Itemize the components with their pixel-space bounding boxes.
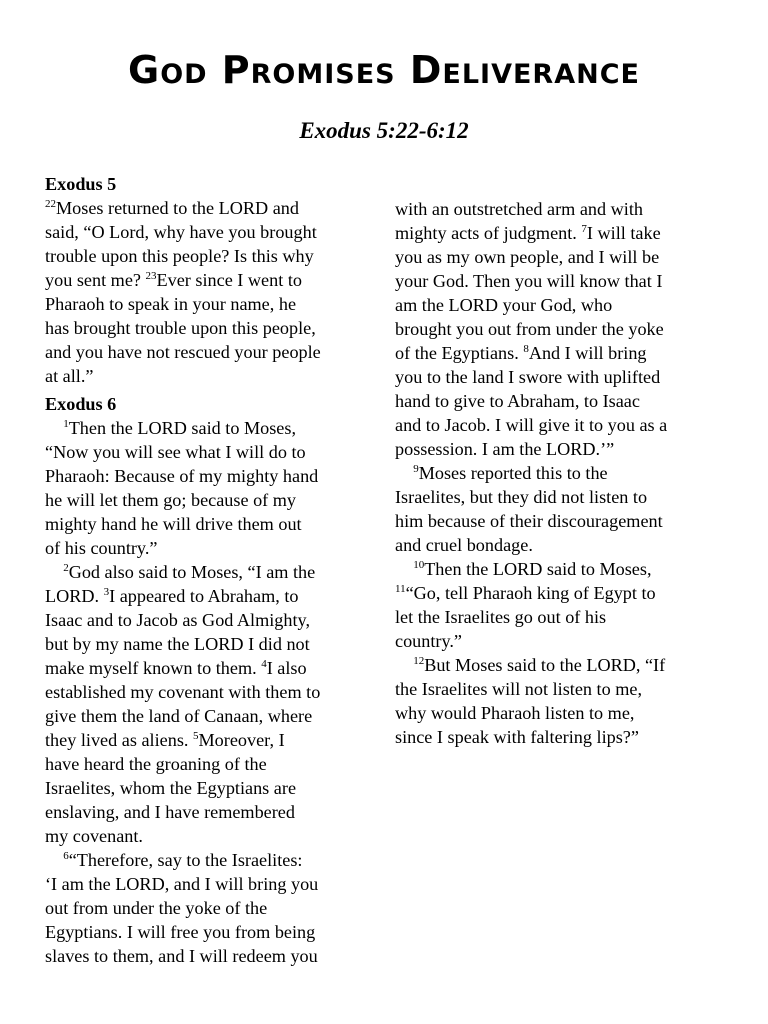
verse-number: 1	[63, 418, 69, 430]
scripture-reference: Exodus 5:22-6:12	[299, 118, 469, 143]
verse-number: 3	[103, 586, 110, 598]
verse-number: 4	[261, 658, 267, 670]
text-line: and to Jacob. I will give it to you as a	[395, 415, 668, 435]
text-line: they lived as aliens. $^5$Moreover, I	[45, 730, 285, 750]
verse-number: 8	[523, 343, 529, 355]
text-line: “Now you will see what I will do to	[45, 442, 306, 462]
verse-number: 11	[395, 583, 406, 595]
text-line: with an outstretched arm and with	[395, 199, 643, 219]
text-line: you to the land I swore with uplifted	[395, 367, 661, 387]
text-line: let the Israelites go out of his	[395, 607, 607, 627]
verse-number: 2	[63, 562, 69, 574]
text-line: has brought trouble upon this people,	[45, 318, 316, 338]
text-line: since I speak with faltering lips?”	[395, 727, 639, 747]
text-line: said, “O Lord, why have you brought	[45, 222, 317, 242]
verse-number: 23	[145, 270, 157, 282]
text-line: $^{10}$Then the LORD said to Moses,	[413, 559, 652, 579]
text-line: out from under the yoke of the	[45, 898, 268, 918]
text-line: Egyptians. I will free you from being	[45, 922, 316, 942]
text-line: at all.”	[45, 366, 94, 386]
text-line: Pharaoh: Because of my mighty hand	[45, 466, 319, 486]
text-line: Pharaoh to speak in your name, he	[45, 294, 297, 314]
verse-number: 22	[45, 198, 56, 210]
text-line: possession. I am the LORD.’”	[395, 439, 615, 459]
text-line: enslaving, and I have remembered	[45, 802, 295, 822]
text-line: $^9$Moses reported this to the	[413, 463, 608, 483]
text-line: you as my own people, and I will be	[395, 247, 660, 267]
text-line: but by my name the LORD I did not	[45, 634, 310, 654]
text-line: my covenant.	[45, 826, 143, 846]
verse-number: 10	[413, 559, 425, 571]
text-line: LORD. $^3$I appeared to Abraham, to	[45, 586, 299, 606]
text-line: and you have not rescued your people	[45, 342, 321, 362]
page-title: God Promises Deliverance	[128, 48, 640, 92]
text-line: why would Pharaoh listen to me,	[395, 703, 635, 723]
text-line: give them the land of Canaan, where	[45, 706, 313, 726]
text-line: of his country.”	[45, 538, 158, 558]
text-line: established my covenant with them to	[45, 682, 321, 702]
text-line: he will let them go; because of my	[45, 490, 297, 510]
text-line: $^2$God also said to Moses, “I am the	[63, 562, 316, 582]
text-line: your God. Then you will know that I	[395, 271, 663, 291]
text-line: $^{11}$“Go, tell Pharaoh king of Egypt to	[395, 583, 656, 603]
text-line: country.”	[395, 631, 462, 651]
text-line: the Israelites will not listen to me,	[395, 679, 642, 699]
text-line: trouble upon this people? Is this why	[45, 246, 314, 266]
text-line: $^{12}$But Moses said to the LORD, “If	[413, 655, 666, 675]
text-line: have heard the groaning of the	[45, 754, 267, 774]
text-line: $^6$“Therefore, say to the Israelites:	[63, 850, 303, 870]
text-line: Israelites, whom the Egyptians are	[45, 778, 297, 798]
text-line: mighty hand he will drive them out	[45, 514, 302, 534]
text-line: $^1$Then the LORD said to Moses,	[63, 418, 297, 438]
verse-number: 9	[413, 463, 419, 475]
text-line: and cruel bondage.	[395, 535, 533, 555]
text-line: him because of their discouragement	[395, 511, 663, 531]
text-line: mighty acts of judgment. $^7$I will take	[395, 223, 661, 243]
text-line: ‘I am the LORD, and I will bring you	[45, 874, 319, 894]
text-line: you sent me? $^{23}$Ever since I went to	[45, 270, 302, 290]
text-line: brought you out from under the yoke	[395, 319, 664, 339]
chapter-heading: Exodus 5	[45, 174, 117, 194]
text-line: Isaac and to Jacob as God Almighty,	[45, 610, 311, 630]
verse-number: 12	[413, 655, 425, 667]
verse-number: 7	[581, 223, 587, 235]
text-line: of the Egyptians. $^8$And I will bring	[395, 343, 647, 363]
text-line: make myself known to them. $^4$I also	[45, 658, 307, 678]
text-line: slaves to them, and I will redeem you	[45, 946, 318, 966]
text-line: hand to give to Abraham, to Isaac	[395, 391, 640, 411]
text-line: am the LORD your God, who	[395, 295, 613, 315]
text-line: $^{22}$Moses returned to the LORD and	[45, 198, 299, 218]
text-line: Israelites, but they did not listen to	[395, 487, 648, 507]
verse-number: 6	[63, 850, 69, 862]
chapter-heading: Exodus 6	[45, 394, 117, 414]
verse-number: 5	[193, 730, 199, 742]
